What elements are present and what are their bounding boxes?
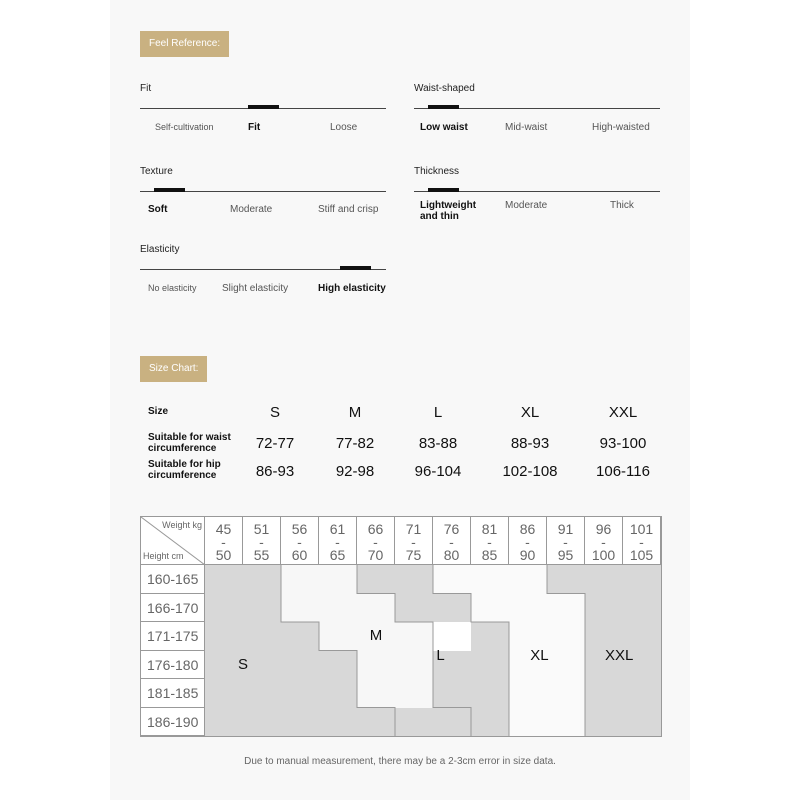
- size-hip-value: 86-93: [255, 463, 295, 480]
- weight-column-header: 56 - 60: [281, 517, 319, 565]
- texture-option: Soft: [148, 204, 168, 215]
- waist-selected-marker: [428, 105, 459, 109]
- size-sizes-value: XXL: [608, 404, 638, 421]
- weight-column-header: 51 - 55: [243, 517, 281, 565]
- waist-row-label: Suitable for waist circumference: [148, 432, 231, 454]
- elasticity-option: High elasticity: [318, 283, 386, 294]
- size-hip-value: 102-108: [502, 463, 558, 480]
- size-waist-value: 83-88: [418, 435, 458, 452]
- elasticity-title: Elasticity: [140, 244, 180, 255]
- fit-option: Fit: [248, 122, 261, 133]
- weight-column-header: 45 - 50: [205, 517, 243, 565]
- elasticity-selected-marker: [340, 266, 371, 270]
- weight-column-header: 96 - 100: [585, 517, 623, 565]
- size-waist-value: 93-100: [599, 435, 647, 452]
- fit-option: Loose: [330, 122, 358, 133]
- size-hip-value: 106-116: [596, 463, 650, 480]
- size-chart-tag: Size Chart:: [140, 356, 207, 382]
- texture-option: Moderate: [230, 204, 273, 215]
- elasticity-option: Slight elasticity: [222, 283, 289, 294]
- weight-height-grid: [140, 516, 662, 737]
- height-row-header: 176-180: [141, 651, 205, 680]
- weight-header: Weight kg: [162, 520, 202, 530]
- texture-option: Stiff and crisp: [318, 204, 379, 215]
- waist-option: High-waisted: [592, 122, 650, 133]
- size-zone-label: XXL: [605, 647, 634, 665]
- thickness-selected-marker: [428, 188, 459, 192]
- size-sizes-value: M: [348, 404, 362, 421]
- height-row-header: 171-175: [141, 622, 205, 651]
- size-zone-label: M: [369, 627, 383, 645]
- zone-boundary: [281, 565, 395, 736]
- size-row-label: Size: [148, 406, 169, 417]
- size-sizes-value: L: [433, 404, 443, 421]
- fit-option: Self-cultivation: [155, 122, 214, 132]
- height-row-header: 166-170: [141, 594, 205, 623]
- thickness-option: Lightweight and thin: [420, 200, 477, 222]
- size-waist-value: 72-77: [255, 435, 295, 452]
- weight-column-header: 71 - 75: [395, 517, 433, 565]
- size-zone-label: XL: [530, 647, 549, 665]
- height-row-header: 181-185: [141, 679, 205, 708]
- texture-selected-marker: [154, 188, 185, 192]
- fit-selected-marker: [248, 105, 279, 109]
- height-row-header: 160-165: [141, 565, 205, 594]
- texture-title: Texture: [140, 166, 173, 177]
- zone-borders: [141, 517, 661, 736]
- weight-column-header: 66 - 70: [357, 517, 395, 565]
- weight-column-header: 101 - 105: [623, 517, 661, 565]
- elasticity-option: No elasticity: [148, 283, 197, 293]
- height-row-header: 186-190: [141, 708, 205, 737]
- height-header: Height cm: [143, 551, 184, 561]
- size-sizes-value: XL: [520, 404, 540, 421]
- size-waist-value: 77-82: [335, 435, 375, 452]
- thickness-title: Thickness: [414, 166, 460, 177]
- size-waist-value: 88-93: [510, 435, 550, 452]
- measurement-note: Due to manual measurement, there may be a 2-3cm error in size data.: [244, 756, 556, 767]
- size-hip-value: 92-98: [335, 463, 375, 480]
- size-zone-label: L: [436, 647, 445, 665]
- size-sizes-value: S: [269, 404, 280, 421]
- weight-column-header: 81 - 85: [471, 517, 509, 565]
- waist-option: Low waist: [420, 122, 468, 133]
- weight-column-header: 86 - 90: [509, 517, 547, 565]
- waist-title: Waist-shaped: [414, 83, 475, 94]
- weight-column-header: 91 - 95: [547, 517, 585, 565]
- feel-reference-tag: Feel Reference:: [140, 31, 229, 57]
- waist-option: Mid-waist: [505, 122, 548, 133]
- thickness-option: Moderate: [505, 200, 548, 211]
- hip-row-label: Suitable for hip circumference: [148, 459, 221, 481]
- fit-title: Fit: [140, 83, 152, 94]
- thickness-option: Thick: [610, 200, 634, 211]
- weight-column-header: 61 - 65: [319, 517, 357, 565]
- weight-column-header: 76 - 80: [433, 517, 471, 565]
- size-hip-value: 96-104: [414, 463, 462, 480]
- size-zone-label: S: [237, 655, 248, 673]
